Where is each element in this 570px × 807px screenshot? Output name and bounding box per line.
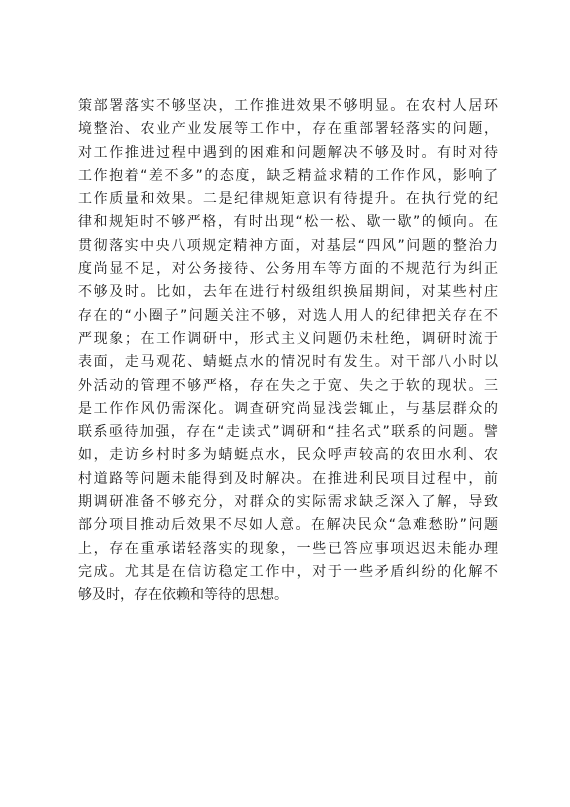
text-line: 表面，走马观花、蜻蜓点水的情况时有发生。对干部八小时以 <box>78 354 498 371</box>
text-line: 村道路等问题未能得到及时解决。在推进利民项目过程中，前 <box>78 470 498 487</box>
text-line: 存在的“小圈子”问题关注不够，对选人用人的纪律把关存在不 <box>78 307 498 324</box>
text-line: 如，走访乡村时多为蜻蜓点水，民众呼声较高的农田水利、农 <box>78 447 498 464</box>
text-line: 部分项目推动后效果不尽如人意。在解决民众“急难愁盼”问题 <box>78 517 498 534</box>
text-line: 工作质量和效果。二是纪律规矩意识有待提升。在执行党的纪 <box>78 191 498 208</box>
text-line: 工作抱着“差不多”的态度，缺乏精益求精的工作作风，影响了 <box>78 167 498 184</box>
text-line: 上，存在重承诺轻落实的现象，一些已答应事项迟迟未能办理 <box>78 540 498 557</box>
text-line: 完成。尤其是在信访稳定工作中，对于一些矛盾纠纷的化解不 <box>78 563 498 580</box>
text-line: 够及时，存在依赖和等待的思想。 <box>78 587 288 604</box>
text-line: 境整治、农业产业发展等工作中，存在重部署轻落实的问题， <box>78 121 498 138</box>
text-line: 联系亟待加强，存在“走读式”调研和“挂名式”联系的问题。譬 <box>78 424 498 441</box>
text-line: 严现象；在工作调研中，形式主义问题仍未杜绝，调研时流于 <box>78 330 498 347</box>
text-line: 期调研准备不够充分，对群众的实际需求缺乏深入了解，导致 <box>78 494 498 511</box>
text-line: 是工作作风仍需深化。调查研究尚显浅尝辄止，与基层群众的 <box>78 400 498 417</box>
text-line: 度尚显不足，对公务接待、公务用车等方面的不规范行为纠正 <box>78 261 498 278</box>
text-line: 律和规矩时不够严格，有时出现“松一松、歇一歇”的倾向。在 <box>78 214 498 231</box>
body-paragraph <box>78 95 498 608</box>
text-line: 策部署落实不够坚决，工作推进效果不够明显。在农村人居环 <box>78 98 498 114</box>
text-line: 不够及时。比如，去年在进行村级组织换届期间，对某些村庄 <box>78 284 498 301</box>
text-line: 外活动的管理不够严格，存在失之于宽、失之于软的现状。三 <box>78 377 498 394</box>
text-line: 贯彻落实中央八项规定精神方面，对基层“四风”问题的整治力 <box>78 237 498 254</box>
text-line: 对工作推进过程中遇到的困难和问题解决不够及时。有时对待 <box>78 144 498 161</box>
